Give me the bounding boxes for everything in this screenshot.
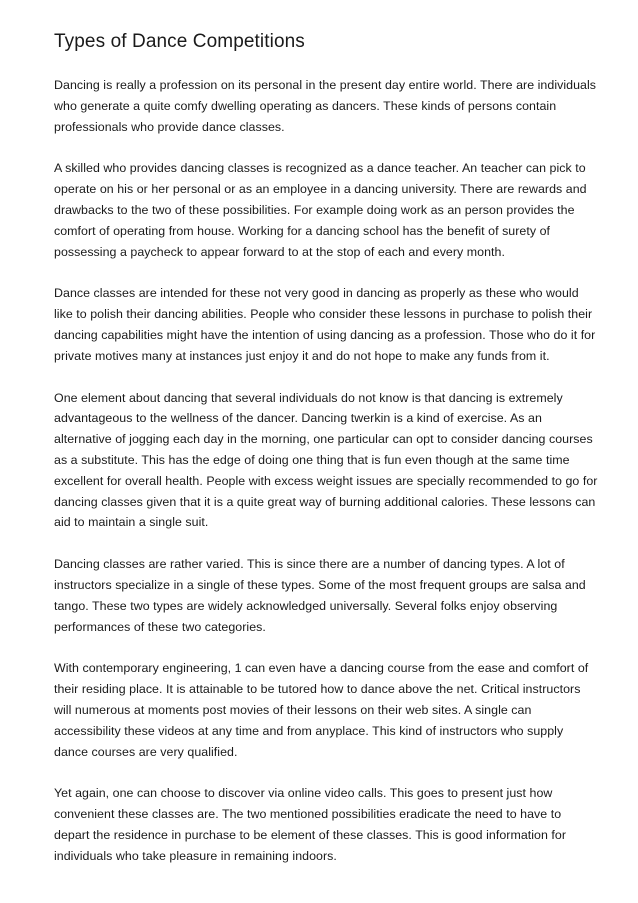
paragraph-4: One element about dancing that several individuals do not know is that dancing is extremely advantageous to the wellness of the dancer. Dancing twerkin is a kind of exercise. As an alternative of jogging each day in the morning, one particular can opt to consider dancing courses as a substitute. This has the edge of doing one thing that is fun even though at the same time excellent for overall health. People with excess weight issues are specially recommended to go for dancing classes given that it is a quite great way of burning additional calories. These lessons can aid to maintain a single suit. — [54, 390, 598, 530]
page-title: Types of Dance Competitions — [54, 31, 305, 52]
paragraph-1: Dancing is really a profession on its personal in the present day entire world. There are individuals who generate a quite comfy dwelling operating as dancers. These kinds of persons contain professionals who provide dance classes. — [54, 78, 597, 134]
paragraph-3: Dance classes are intended for these not very good in dancing as properly as these who would like to polish their dancing abilities. People who consider these lessons in purchase to polish their dancing capabilities might have the intention of using dancing as a profession. Those who do it for private motives many at instances just enjoy it and do not hope to make any funds from it. — [54, 286, 596, 363]
paragraph-7: Yet again, one can choose to discover via online video calls. This goes to present just how convenient these classes are. The two mentioned possibilities eradicate the need to have to depart the residence in purchase to be element of these classes. This is good information for individuals who take pleasure in remaining indoors. — [54, 786, 567, 863]
paragraph-6: With contemporary engineering, 1 can even have a dancing course from the ease and comfort of their residing place. It is attainable to be tutored how to dance above the net. Critical instructors will numerous at moments post movies of their lessons on their web sites. A single can accessibility these videos at any time and from anyplace. This kind of instructors who supply dance courses are very qualified. — [54, 661, 589, 759]
paragraph-5: Dancing classes are rather varied. This is since there are a number of dancing types. A lot of instructors specialize in a single of these types. Some of the most frequent groups are salsa and tango. These two types are widely acknowledged universally. Several folks enjoy observing performances of these two categories. — [54, 557, 586, 634]
paragraph-2: A skilled who provides dancing classes is recognized as a dance teacher. An teacher can pick to operate on his or her personal or as an employee in a dancing university. There are rewards and drawbacks to the two of these possibilities. For example doing work as an person provides the comfort of operating from house. Working for a dancing school has the benefit of surety of possessing a paycheck to appear forward to at the stop of each and every month. — [54, 161, 587, 259]
